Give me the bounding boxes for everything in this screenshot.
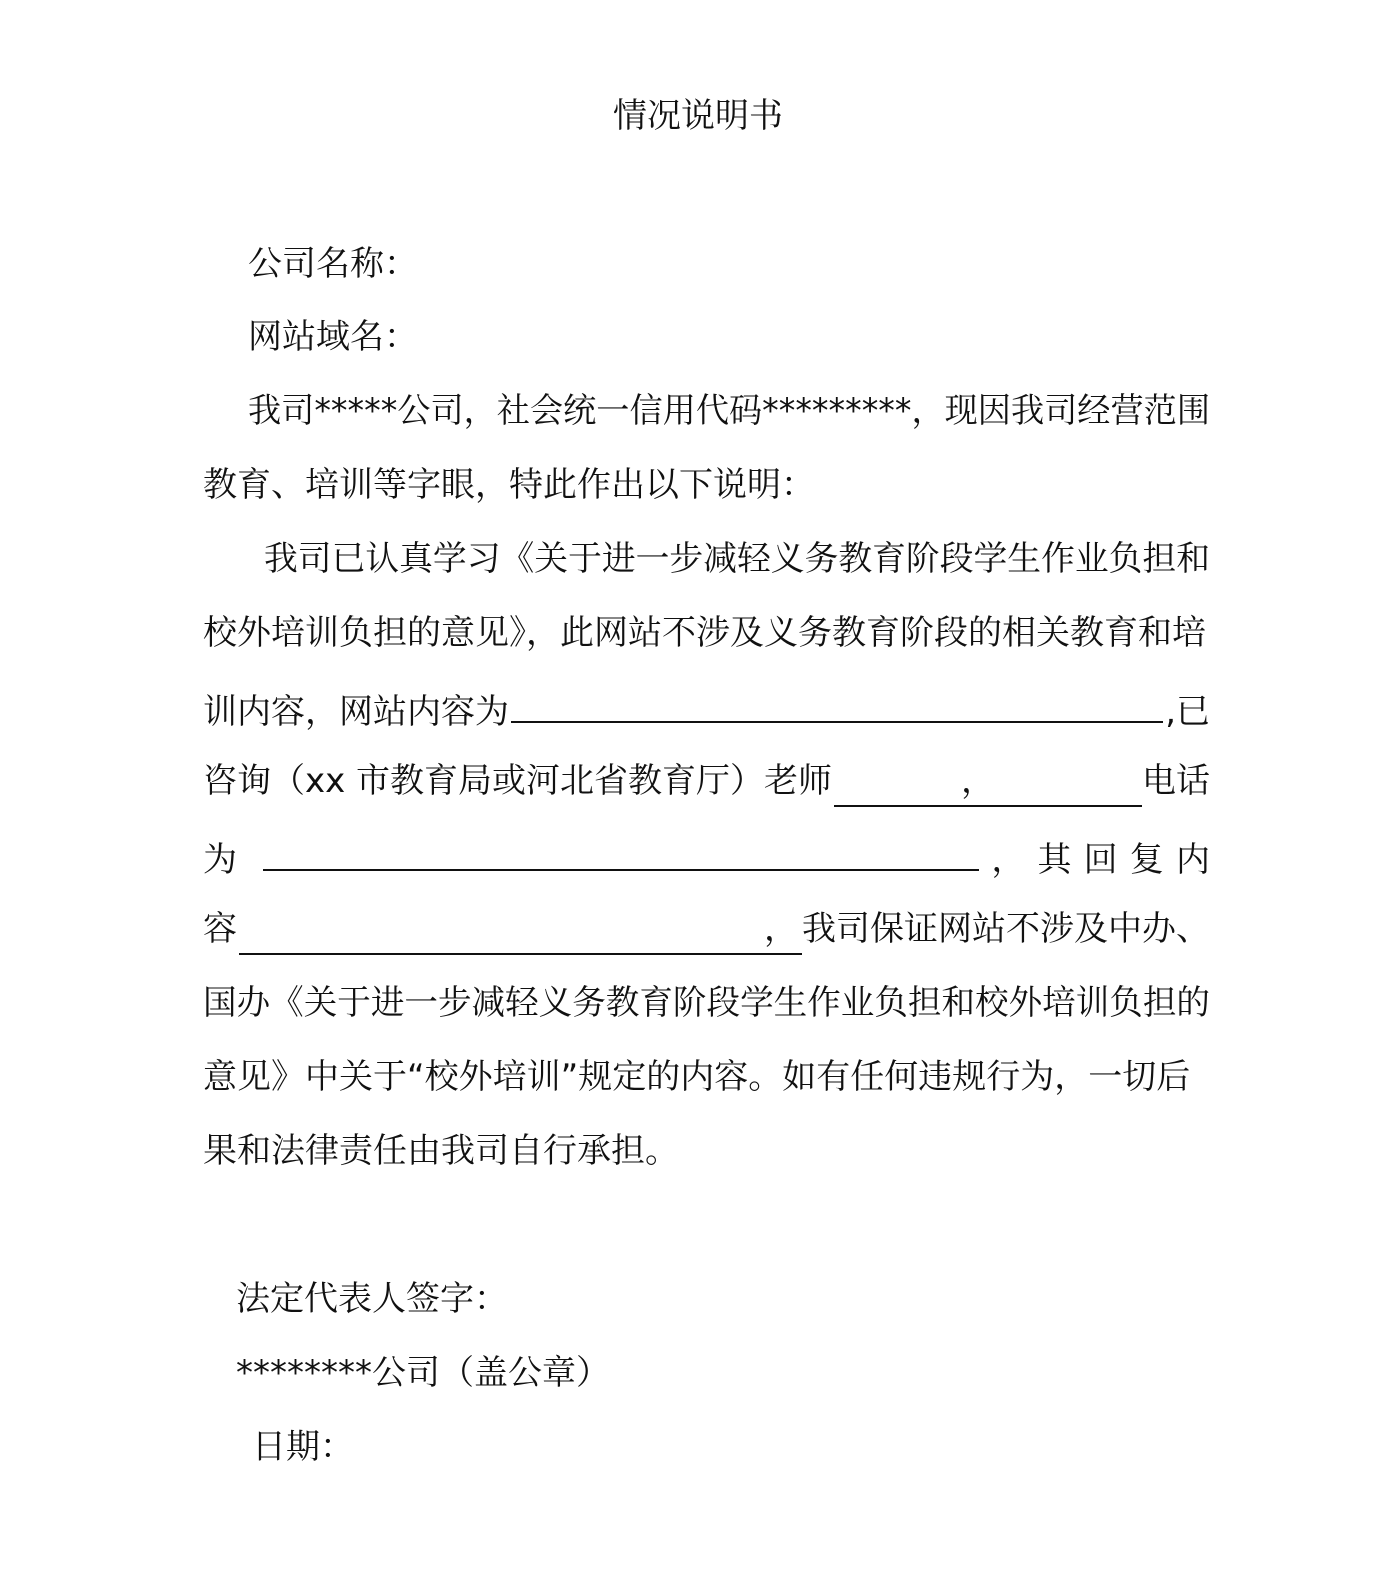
- line5-word-2: 回: [1083, 840, 1118, 880]
- paragraph2-line9: 果和法律责任由我司自行承担。: [203, 1131, 679, 1171]
- paragraph2-line4: [203, 757, 1210, 807]
- paragraph2-line2: 校外培训负担的意见》，此网站不涉及义务教育阶段的相关教育和培: [203, 613, 1206, 653]
- paragraph2-line6: [203, 905, 1210, 955]
- paragraph2-line7: 国办《关于进一步减轻义务教育阶段学生作业负担和校外培训负担的: [203, 983, 1210, 1023]
- line4-comma: ，: [961, 761, 996, 801]
- phone-blank: [263, 831, 979, 871]
- legal-rep-signature-label: 法定代表人签字：: [236, 1279, 508, 1319]
- company-name-label: 公司名称：: [248, 244, 418, 284]
- paragraph1-line2: 教育、培训等字眼，特此作出以下说明：: [203, 465, 815, 505]
- line3-text-a: 训内容，网站内容为: [203, 692, 509, 732]
- website-content-blank: [511, 683, 1163, 723]
- teacher-phone-blank: [834, 761, 1142, 807]
- line4-text-b: 电话: [1142, 761, 1210, 801]
- line5-word-4: 内: [1175, 840, 1210, 880]
- reply-content-blank: [239, 909, 802, 955]
- domain-label: 网站域名：: [248, 317, 418, 357]
- paragraph2-line8: 意见》中关于“校外培训”规定的内容。如有任何违规行为，一切后: [203, 1057, 1191, 1097]
- line3-text-b: ,已: [1165, 692, 1210, 732]
- paragraph2-line1: 我司已认真学习《关于进一步减轻义务教育阶段学生作业负担和: [264, 539, 1210, 579]
- date-label: 日期：: [252, 1427, 354, 1467]
- line6-text-b: 我司保证网站不涉及中办、: [802, 909, 1210, 949]
- line6-text-a: 容: [203, 909, 237, 949]
- page-title: 情况说明书: [613, 96, 783, 136]
- line5-word-3: 复: [1129, 840, 1164, 880]
- paragraph1-line1: 我司*****公司，社会统一信用代码*********，现因我司经营范围: [248, 391, 1210, 431]
- company-seal-label: ********公司（盖公章）: [236, 1353, 610, 1393]
- line5-word-1: 其: [1037, 840, 1072, 880]
- paragraph2-line5: [203, 831, 1210, 884]
- line5-text-a: 为: [203, 840, 237, 880]
- line6-comma: ，: [764, 909, 798, 949]
- paragraph2-line3: [203, 683, 1210, 736]
- line4-text-a: 咨询（xx 市教育局或河北省教育厅）老师: [203, 761, 833, 801]
- line5-comma: ，: [991, 840, 1026, 880]
